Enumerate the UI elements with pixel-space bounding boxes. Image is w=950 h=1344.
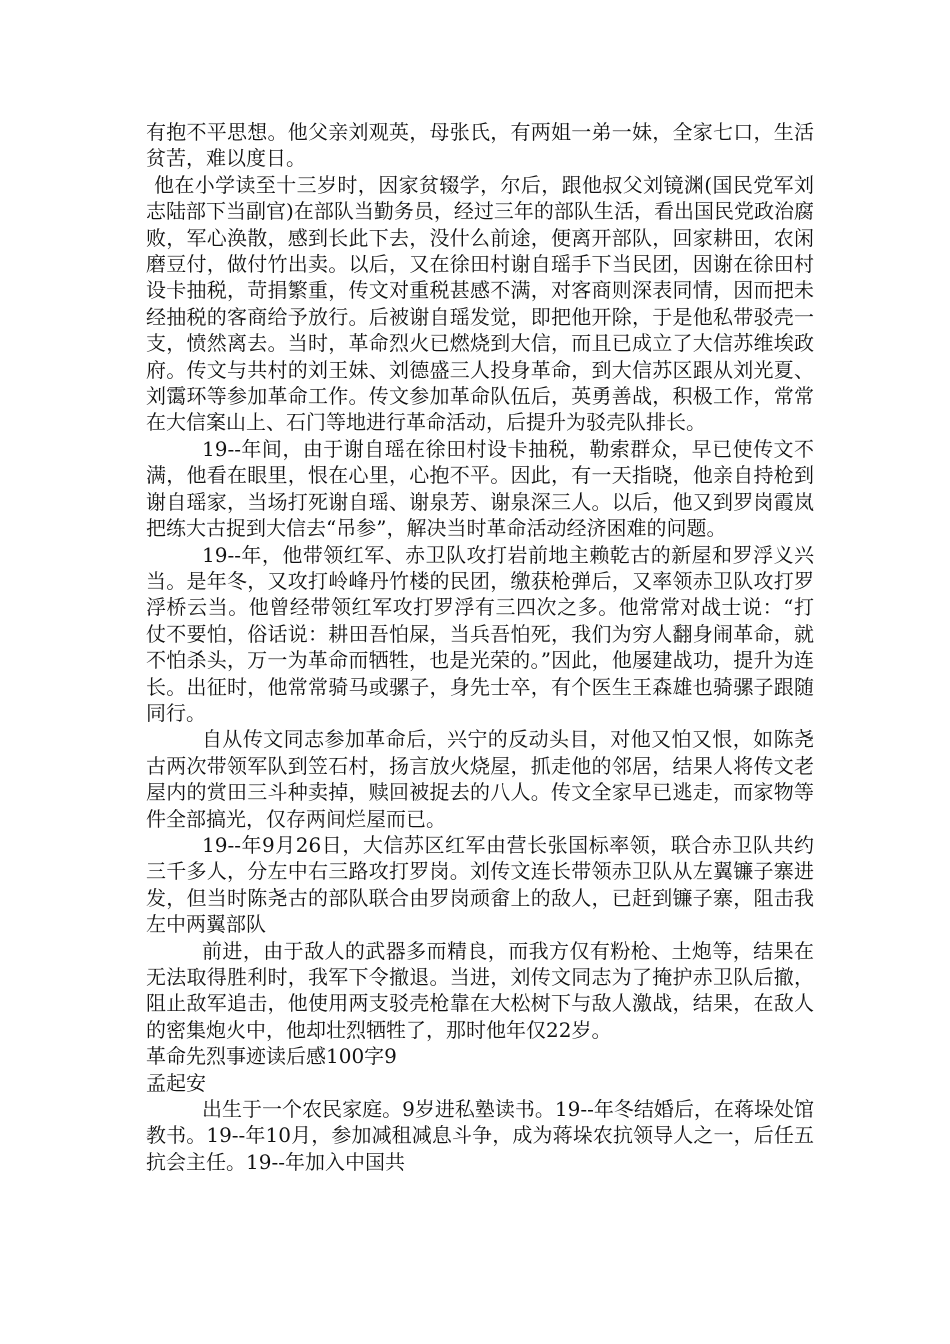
paragraph-luogang-attack: 19--年9月26日，大信苏区红军由营长张国标率领，联合赤卫队共约三千多人，分左中右三路攻打罗岗。刘传文连长带领赤卫队从左翼镰子寨进发，但当时陈尧古的部队联合由罗岗顽畲上的敌人，已赶到镰子寨，阻击我左中两翼部队 — [146, 832, 814, 937]
paragraph-family-background: 有抱不平思想。他父亲刘观英，母张氏，有两姐一弟一妹，全家七口，生活贫苦，难以度日。 — [146, 120, 814, 171]
paragraph-persecution: 自从传文同志参加革命后，兴宁的反动头目，对他又怕又恨，如陈尧古两次带领军队到笠石村，扬言放火烧屋，抓走他的邻居，结果人将传文老屋内的赏田三斗种卖掉，赎回被捉去的八人。传文全家早已逃走，而家物等件全部搞光，仅存两间烂屋而已。 — [146, 727, 814, 831]
paragraph-meng-qian-bio: 出生于一个农民家庭。9岁进私塾读书。19--年冬结婚后，在蒋垛处馆教书。19--年10月，参加减租减息斗争，成为蒋垛农抗领导人之一，后任五抗会主任。19--年加入中国共 — [146, 1097, 814, 1174]
paragraph-xie-ziyao: 19--年间，由于谢自瑶在徐田村设卡抽税，勒索群众，早已使传文不满，他看在眼里，恨在心里，心抱不平。因此，有一天指晓，他亲自持枪到谢自瑶家，当场打死谢自瑶、谢泉芳、谢泉深三人。以后，他又到罗岗霞岚把练大古捉到大信去“吊参”，解决当时革命活动经济困难的问题。 — [146, 436, 814, 541]
paragraph-early-life: 他在小学读至十三岁时，因家贫辍学，尔后，跟他叔父刘镜渊(国民党军刘志陆部下当副官)在部队当勤务员，经过三年的部队生活，看出国民党政治腐败，军心涣散，感到长此下去，没什么前途，便离开部队，回家耕田，农闲磨豆付，做付竹出卖。以后，又在徐田村谢自瑶手下当民团，因谢在徐田村设卡抽税，苛捐繁重，传文对重税甚感不满，对客商则深表同情，因而把未经抽税的客商给予放行。后被谢自瑶发觉，即把他开除，于是他私带驳壳一支，愤然离去。当时，革命烈火已燃烧到大信，而且已成立了大信苏维埃政府。传文与共村的刘王妹、刘德盛三人投身革命，到大信苏区跟从刘光夏、刘霭环等参加革命工作。传文参加革命队伍后，英勇善战，积极工作，常常在大信案山上、石门等地进行革命活动，后提升为驳壳队排长。 — [146, 172, 814, 435]
section-title: 革命先烈事迹读后感100字9 — [146, 1044, 397, 1069]
paragraph-battles: 19--年，他带领红军、赤卫队攻打岩前地主赖乾古的新屋和罗浮义兴当。是年冬，又攻打岭峰丹竹楼的民团，缴获枪弹后，又率领赤卫队攻打罗浮桥云当。他曾经带领红军攻打罗浮有三四次之多。他常常对战士说：“打仗不要怕，俗话说：耕田吾怕屎，当兵吾怕死，我们为穷人翻身闹革命，就不怕杀头，万一为革命而牺牲，也是光荣的。”因此，他屡建战功，提升为连长。出征时，他常常骑马或骡子，身先士卒，有个医生王森雄也骑骡子跟随同行。 — [146, 542, 814, 725]
paragraph-sacrifice: 前进，由于敌人的武器多而精良，而我方仅有粉枪、土炮等，结果在无法取得胜利时，我军下令撤退。当进，刘传文同志为了掩护赤卫队后撤，阻止敌军追击，他使用两支驳壳枪靠在大松树下与敌人激战，结果，在敌人的密集炮火中，他却壮烈牺牲了，那时他年仅22岁。 — [146, 938, 814, 1042]
document-body — [146, 119, 814, 1175]
section-subject-name: 孟起安 — [146, 1070, 206, 1095]
